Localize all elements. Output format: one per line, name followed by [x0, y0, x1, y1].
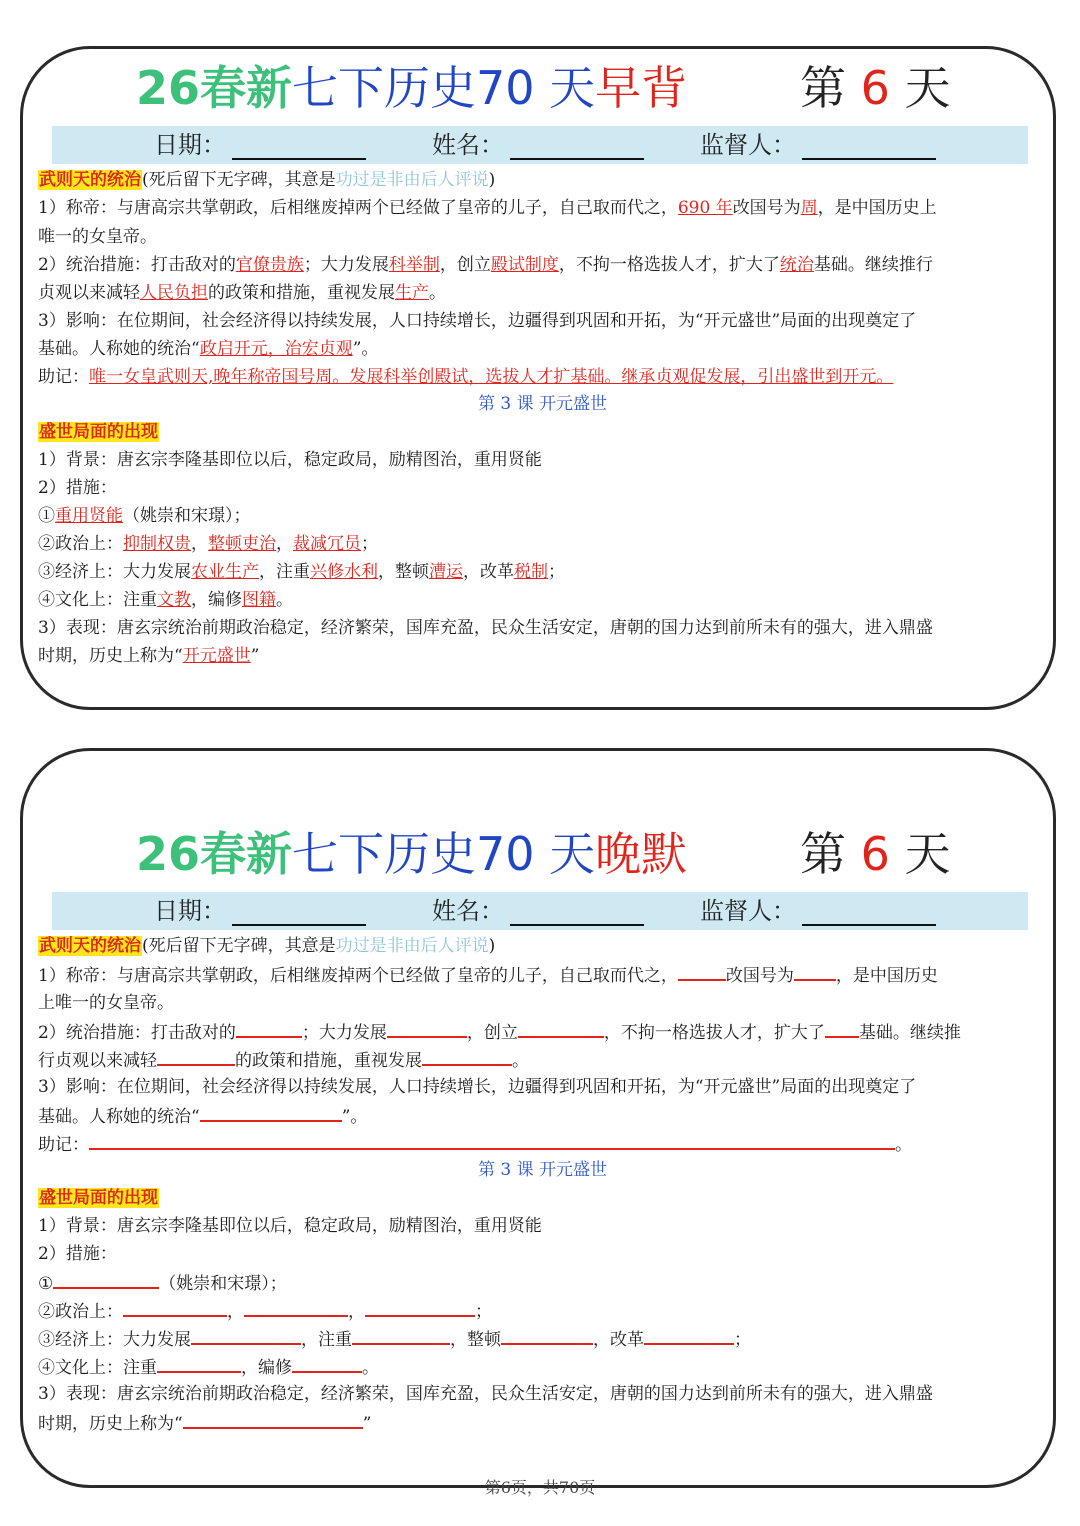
- date-input-line[interactable]: [232, 134, 366, 160]
- text-line: 唯一的女皇帝。: [38, 227, 157, 247]
- fill-blank[interactable]: [678, 963, 726, 981]
- text: 。: [429, 283, 446, 303]
- mnemonic-line: [38, 1132, 912, 1156]
- fill-blank[interactable]: [244, 1299, 348, 1317]
- fill-blank[interactable]: [422, 1048, 512, 1066]
- fill-blank[interactable]: [200, 1104, 342, 1122]
- text-line: [38, 282, 446, 304]
- text: ①: [38, 506, 55, 526]
- text: ，: [191, 534, 208, 554]
- page-number: 第6页，共70页: [484, 1478, 596, 1497]
- text: ①: [38, 1274, 54, 1294]
- text: 1）称帝：与唐高宗共掌朝政，后相继废掉两个已经做了皇帝的儿子，自己取而代之，: [38, 198, 678, 218]
- supervisor-input-line[interactable]: [802, 134, 936, 160]
- mnemonic-line: [38, 366, 893, 388]
- text-line: [38, 1020, 961, 1044]
- fill-blank[interactable]: [794, 963, 836, 981]
- day-counter: [800, 822, 951, 886]
- text: ④文化上：注重: [38, 590, 157, 610]
- text: ，是中国历史上: [817, 198, 937, 218]
- fill-blank[interactable]: [292, 1355, 362, 1373]
- answer: 整顿吏治: [208, 534, 276, 554]
- title-part: 七下历史70 天: [292, 61, 596, 115]
- text: ；: [361, 534, 378, 554]
- text-line: [38, 1299, 492, 1323]
- text: 2）统治措施：打击敌对的: [38, 255, 236, 275]
- supervisor-field[interactable]: [700, 892, 936, 930]
- page-title: [136, 822, 687, 886]
- text: ，不拘一格选拔人才，扩大了: [603, 1023, 825, 1043]
- text: ，: [348, 1302, 365, 1322]
- text: ，注重: [259, 562, 310, 582]
- text-line: [38, 561, 565, 583]
- answer: 690 年: [677, 198, 733, 218]
- fill-blank[interactable]: [157, 1048, 235, 1066]
- text: ；: [548, 562, 565, 582]
- text: 改国号为: [725, 966, 794, 986]
- text: （姚崇和宋璟）；: [123, 506, 251, 526]
- fill-blank[interactable]: [157, 1355, 241, 1373]
- section-heading: 武则天的统治: [39, 936, 141, 956]
- text: （姚崇和宋璟）；: [159, 1274, 287, 1294]
- text: ”。: [352, 339, 379, 359]
- text: ”: [362, 1414, 372, 1434]
- fill-blank[interactable]: [53, 1271, 159, 1289]
- lesson-title: 第 3 课 开元盛世: [478, 1160, 608, 1180]
- text: ，注重: [301, 1330, 352, 1350]
- day-prefix: 第: [800, 827, 846, 881]
- mnemonic-label: 助记：: [38, 367, 89, 387]
- text-line: [38, 1355, 379, 1379]
- answer: 周: [800, 198, 818, 218]
- answer: 文教: [157, 590, 191, 610]
- date-field[interactable]: [154, 892, 366, 930]
- text: 的政策和措施，重视发展: [235, 1051, 422, 1071]
- mnemonic-answer: 唯一女皇武则天,晚年称帝国号周。发展科举创殿试，选拔人才扩基础。继承贞观促发展，引出盛世到开元。: [89, 367, 894, 387]
- fill-blank[interactable]: [183, 1411, 363, 1429]
- fill-blank[interactable]: [123, 1299, 227, 1317]
- text: ，改革: [593, 1330, 644, 1350]
- text-line: [38, 254, 933, 276]
- text: ；: [475, 1302, 492, 1322]
- name-input-line[interactable]: [510, 134, 644, 160]
- day-suffix: 天: [904, 827, 951, 881]
- text: ③经济上：大力发展: [38, 562, 191, 582]
- text-line: 2）措施：: [38, 1244, 117, 1264]
- day-suffix: 天: [904, 61, 951, 115]
- text-line: 1）背景：唐玄宗李隆基即位以后，稳定政局，励精图治，重用贤能: [38, 1216, 542, 1236]
- text-line: 3）影响：在位期间，社会经济得以持续发展，人口持续增长，边疆得到巩固和开拓，为“开元盛世”局面的出现奠定了: [38, 1077, 917, 1097]
- text: ，整顿: [450, 1330, 501, 1350]
- text: ，创立: [466, 1023, 518, 1043]
- text: ④文化上：注重: [38, 1358, 157, 1378]
- date-input-line[interactable]: [232, 900, 366, 926]
- text: 行贞观以来减轻: [38, 1051, 157, 1071]
- page-title: [136, 56, 687, 120]
- supervisor-input-line[interactable]: [802, 900, 936, 926]
- answer: 开元盛世: [182, 646, 251, 666]
- text: ，编修: [241, 1358, 292, 1378]
- text: 时期，历史上称为“: [38, 646, 183, 666]
- fill-blank[interactable]: [644, 1327, 734, 1345]
- text: 基础。继续推行: [813, 255, 933, 275]
- section-heading: 武则天的统治: [39, 170, 141, 190]
- fill-blank[interactable]: [191, 1327, 301, 1345]
- text-line: [38, 1048, 529, 1072]
- fill-blank[interactable]: [501, 1327, 593, 1345]
- answer: 农业生产: [191, 562, 259, 582]
- text: ，创立: [439, 255, 491, 275]
- answer: 兴修水利: [310, 562, 378, 582]
- text: ”: [250, 646, 260, 666]
- title-part: 26春新: [136, 827, 293, 881]
- supervisor-field[interactable]: [700, 126, 936, 164]
- text: 时期，历史上称为“: [38, 1414, 183, 1434]
- answer: 漕运: [429, 562, 463, 582]
- text-line: [38, 645, 259, 667]
- text: 。: [276, 590, 293, 610]
- answer: 官僚贵族: [235, 255, 304, 275]
- text: ，编修: [191, 590, 242, 610]
- answer: 裁减冗员: [293, 534, 361, 554]
- supervisor-label: 监督人：: [700, 897, 796, 925]
- note-text: ): [488, 170, 496, 190]
- text-line: 3）表现：唐玄宗统治前期政治稳定，经济繁荣，国库充盈，民众生活安定，唐朝的国力达到前所未有的强大，进入鼎盛: [38, 618, 933, 638]
- text: 基础。继续推: [858, 1023, 961, 1043]
- text: 1）称帝：与唐高宗共掌朝政，后相继废掉两个已经做了皇帝的儿子，自己取而代之，: [38, 966, 678, 986]
- fill-blank[interactable]: [365, 1299, 475, 1317]
- title-part: 晚默: [595, 827, 688, 881]
- day-prefix: 第: [800, 61, 846, 115]
- answer: 人民负担: [140, 283, 208, 303]
- name-field[interactable]: [432, 892, 644, 930]
- name-input-line[interactable]: [510, 900, 644, 926]
- text: ；大力发展: [301, 1023, 387, 1043]
- text-line: 上唯一的女皇帝。: [38, 993, 174, 1013]
- text: ，: [227, 1302, 244, 1322]
- fill-blank[interactable]: [352, 1327, 450, 1345]
- text-line: 3）表现：唐玄宗统治前期政治稳定，经济繁荣，国库充盈，民众生活安定，唐朝的国力达到前所未有的强大，进入鼎盛: [38, 1384, 933, 1404]
- date-label: 日期：: [154, 131, 226, 159]
- text: 贞观以来减轻: [38, 283, 140, 303]
- text: ，是中国历史: [835, 966, 938, 986]
- answer: 政启开元，治宏贞观: [199, 339, 353, 359]
- text: ”。: [341, 1107, 368, 1127]
- text: ③经济上：大力发展: [38, 1330, 191, 1350]
- text: 。: [362, 1358, 379, 1378]
- text: ，整顿: [378, 562, 429, 582]
- section-heading-row: [38, 1187, 159, 1209]
- answer: 图籍: [242, 590, 276, 610]
- fill-blank[interactable]: [236, 1020, 302, 1038]
- note-text: (死后留下无字碑，其意是: [142, 936, 336, 956]
- text: 。: [512, 1051, 529, 1071]
- answer: 税制: [514, 562, 548, 582]
- text: 基础。人称她的统治“: [38, 1107, 200, 1127]
- text-line: [38, 589, 293, 611]
- day-counter: [800, 56, 951, 120]
- text-line: [38, 1411, 371, 1435]
- fill-blank[interactable]: [518, 1020, 604, 1038]
- answer: 科举制: [388, 255, 440, 275]
- text-line: [38, 505, 251, 527]
- answer: 生产: [395, 283, 429, 303]
- text-line: 3）影响：在位期间，社会经济得以持续发展，人口持续增长，边疆得到巩固和开拓，为“开元盛世”局面的出现奠定了: [38, 311, 917, 331]
- text-line: [38, 1104, 367, 1128]
- section-heading-row: [38, 169, 495, 191]
- text-line: [38, 533, 378, 555]
- text-line: [38, 1271, 287, 1295]
- name-label: 姓名：: [432, 131, 504, 159]
- answer: 抑制权贵: [123, 534, 191, 554]
- text: 的政策和措施，重视发展: [208, 283, 395, 303]
- text-line: 1）背景：唐玄宗李隆基即位以后，稳定政局，励精图治，重用贤能: [38, 450, 542, 470]
- text-line: 2）措施：: [38, 478, 117, 498]
- note-text: (死后留下无字碑，其意是: [142, 170, 336, 190]
- title-part: 26春新: [136, 61, 293, 115]
- text: ②政治上：: [38, 1302, 123, 1322]
- fill-blank[interactable]: [89, 1132, 895, 1150]
- text: 2）统治措施：打击敌对的: [38, 1023, 236, 1043]
- text: ；大力发展: [303, 255, 389, 275]
- text: 。: [895, 1135, 912, 1155]
- note-highlight: 功过是非由后人评说: [335, 936, 489, 956]
- text: 基础。人称她的统治“: [38, 339, 200, 359]
- date-field[interactable]: [154, 126, 366, 164]
- note-highlight: 功过是非由后人评说: [335, 170, 489, 190]
- section-heading-row: [38, 421, 159, 443]
- note-text: ): [488, 936, 496, 956]
- section-heading: 盛世局面的出现: [39, 1188, 158, 1208]
- lesson-title: 第 3 课 开元盛世: [478, 394, 608, 414]
- answer: 重用贤能: [55, 506, 123, 526]
- mnemonic-label: 助记：: [38, 1135, 89, 1155]
- fill-blank[interactable]: [825, 1020, 859, 1038]
- text-line: [38, 338, 378, 360]
- supervisor-label: 监督人：: [700, 131, 796, 159]
- name-field[interactable]: [432, 126, 644, 164]
- text-line: [38, 197, 937, 219]
- text: 改国号为: [732, 198, 801, 218]
- text-line: [38, 1327, 751, 1351]
- day-number: 6: [860, 61, 890, 115]
- title-part: 早背: [595, 61, 688, 115]
- text: ；: [734, 1330, 751, 1350]
- section-heading: 盛世局面的出现: [39, 422, 158, 442]
- text: ，不拘一格选拔人才，扩大了: [558, 255, 780, 275]
- text: ，改革: [463, 562, 514, 582]
- date-label: 日期：: [154, 897, 226, 925]
- text: ，: [276, 534, 293, 554]
- fill-blank[interactable]: [387, 1020, 467, 1038]
- name-label: 姓名：: [432, 897, 504, 925]
- answer: 殿试制度: [490, 255, 559, 275]
- text-line: [38, 963, 938, 987]
- answer: 统治: [779, 255, 814, 275]
- section-heading-row: [38, 935, 495, 957]
- title-part: 七下历史70 天: [292, 827, 596, 881]
- text: ②政治上：: [38, 534, 123, 554]
- day-number: 6: [860, 827, 890, 881]
